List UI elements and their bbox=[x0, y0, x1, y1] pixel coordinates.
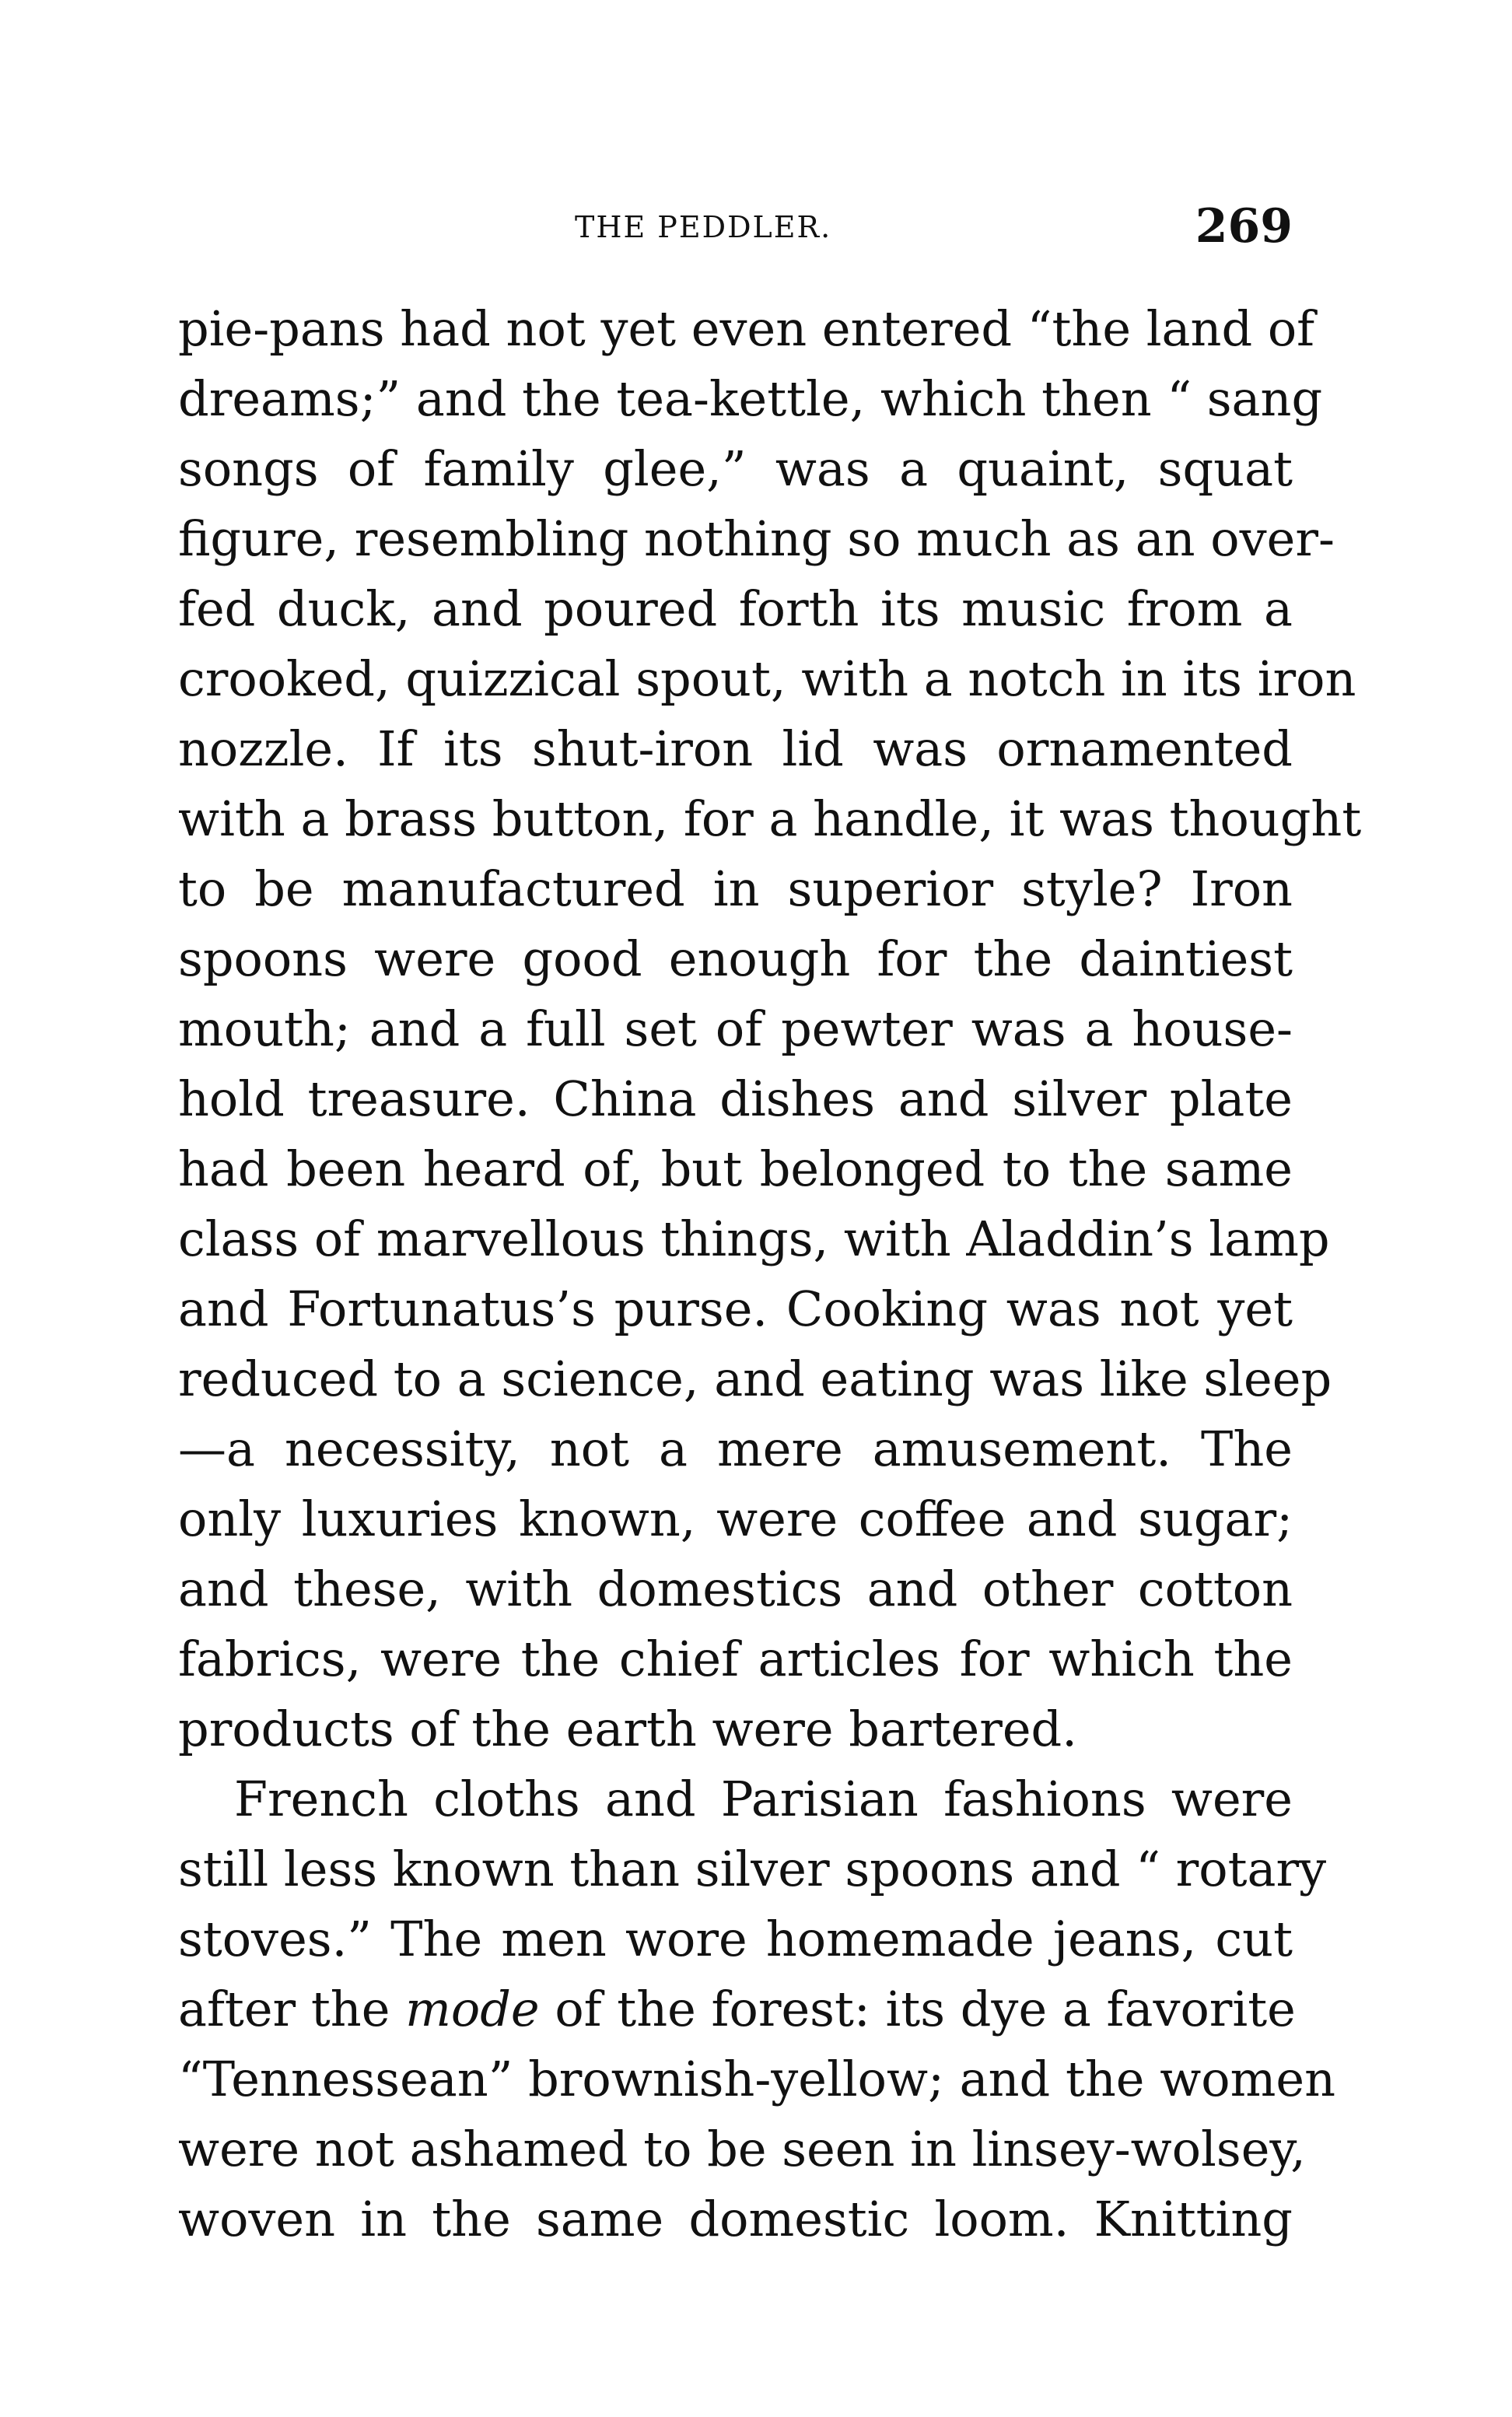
text-line: reduced to a science, and eating was like sleep bbox=[178, 1350, 1332, 1407]
text-line: spoons were good enough for the daintiest bbox=[178, 930, 1293, 987]
text-line: products of the earth were bartered. bbox=[178, 1701, 1077, 1757]
italic-word: mode bbox=[405, 1981, 540, 2037]
text-line: stoves.” The men wore homemade jeans, cut bbox=[178, 1911, 1293, 1967]
text-line: only luxuries known, were coffee and sugar; bbox=[178, 1490, 1293, 1547]
text-line: had been heard of, but belonged to the same bbox=[178, 1140, 1293, 1197]
text-line bbox=[178, 1974, 1296, 2044]
page-number: 269 bbox=[1195, 199, 1293, 254]
text-line: “Tennessean” brownish-yellow; and the women bbox=[178, 2051, 1335, 2107]
text-line: woven in the same domestic loom. Knitting bbox=[178, 2191, 1293, 2247]
text-line: pie-pans had not yet even entered “the land of bbox=[178, 300, 1315, 357]
text-line: and these, with domestics and other cotton bbox=[178, 1561, 1293, 1617]
text-line: dreams;” and the tea-kettle, which then “ sang bbox=[178, 370, 1323, 427]
text-line: crooked, quizzical spout, with a notch in its iron bbox=[178, 650, 1356, 707]
text-line: nozzle. If its shut-iron lid was ornamented bbox=[178, 720, 1293, 777]
text-line: with a brass button, for a handle, it was thought bbox=[178, 790, 1362, 847]
running-header bbox=[178, 199, 1293, 258]
text-line: class of marvellous things, with Aladdin’s lamp bbox=[178, 1210, 1330, 1267]
body-text bbox=[178, 294, 1362, 2254]
text-line: songs of family glee,” was a quaint, squat bbox=[178, 440, 1293, 497]
text-line: figure, resembling nothing so much as an over- bbox=[178, 510, 1335, 567]
text-line: fed duck, and poured forth its music from a bbox=[178, 580, 1293, 637]
text-line: hold treasure. China dishes and silver plate bbox=[178, 1070, 1293, 1127]
text-line: and Fortunatus’s purse. Cooking was not yet bbox=[178, 1280, 1293, 1337]
text-line: mouth; and a full set of pewter was a house- bbox=[178, 1000, 1293, 1057]
text-line: were not ashamed to be seen in linsey-wolsey, bbox=[178, 2121, 1306, 2177]
text-line: French cloths and Parisian fashions were bbox=[234, 1771, 1293, 1827]
text-segment: of the forest: its dye a favorite bbox=[539, 1981, 1296, 2037]
text-line: fabrics, were the chief articles for which the bbox=[178, 1631, 1293, 1687]
text-line: —a necessity, not a mere amusement. The bbox=[178, 1420, 1293, 1477]
text-line: to be manufactured in superior style? Iron bbox=[178, 860, 1293, 917]
text-line: still less known than silver spoons and “ rotary bbox=[178, 1841, 1327, 1897]
running-title: THE PEDDLER. bbox=[575, 210, 832, 244]
text-segment: after the bbox=[178, 1981, 406, 2037]
